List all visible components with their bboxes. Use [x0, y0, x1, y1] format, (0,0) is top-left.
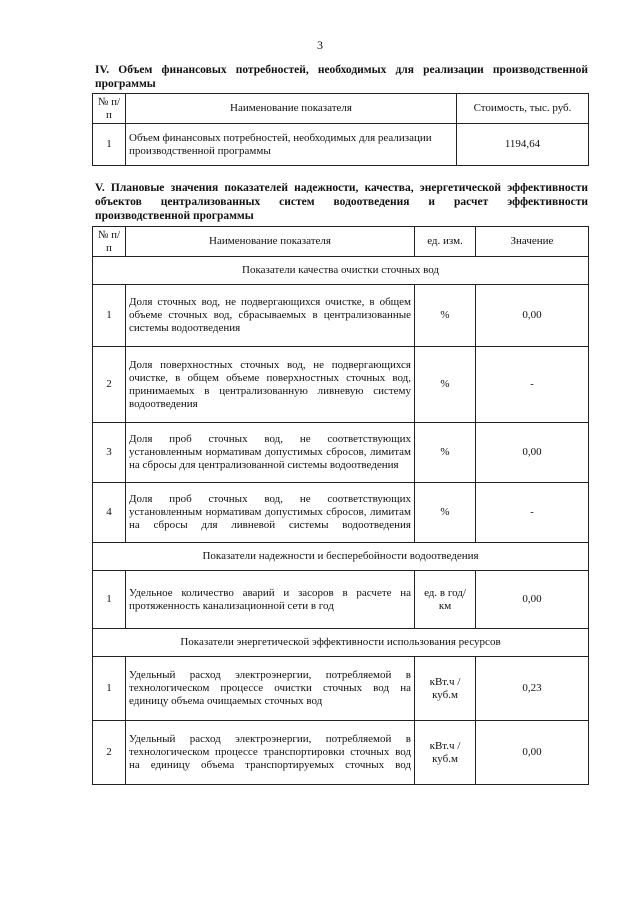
row-unit: %: [415, 423, 476, 483]
row-num: 1: [93, 657, 126, 721]
row-unit: ед. в год/ км: [415, 571, 476, 629]
row-value: 0,00: [476, 423, 589, 483]
group-header-row: [93, 257, 589, 285]
row-value: 0,23: [476, 657, 589, 721]
row-name: Объем финансовых потребностей, необходимых для реализации производственной программы: [126, 124, 457, 166]
row-name: Доля проб сточных вод, не соответствующих установленным нормативам допустимых сбросов, лимитам на сбросы для ливневой системы водоотведения: [126, 483, 415, 543]
row-name: Удельное количество аварий и засоров в расчете на протяженность канализационной сети в год: [126, 571, 415, 629]
table-row: [93, 721, 589, 785]
column-header-num: № п/п: [93, 227, 126, 257]
row-unit: кВт.ч / куб.м: [415, 657, 476, 721]
row-value: 0,00: [476, 571, 589, 629]
row-name: Удельный расход электроэнергии, потребляемой в технологическом процессе транспортировки сточных вод на единицу объема транспортируемых сточных вод: [126, 721, 415, 785]
table-row: [93, 347, 589, 423]
table-row: [93, 423, 589, 483]
table-row: [93, 657, 589, 721]
table-header-row: [93, 94, 589, 124]
column-header-unit: ед. изм.: [415, 227, 476, 257]
page-number: 3: [317, 38, 323, 52]
group-header-row: [93, 629, 589, 657]
row-name: Удельный расход электроэнергии, потребляемой в технологическом процессе очистки сточных вод на единицу объема очищаемых сточных вод: [126, 657, 415, 721]
group-header-row: [93, 543, 589, 571]
row-num: 1: [93, 571, 126, 629]
column-header-value: Значение: [476, 227, 589, 257]
table-row: [93, 285, 589, 347]
row-num: 2: [93, 721, 126, 785]
row-num: 1: [93, 124, 126, 166]
row-num: 1: [93, 285, 126, 347]
row-num: 4: [93, 483, 126, 543]
row-unit: %: [415, 347, 476, 423]
row-unit: кВт.ч / куб.м: [415, 721, 476, 785]
row-unit: %: [415, 285, 476, 347]
financial-needs-table: [92, 93, 589, 166]
row-value: 0,00: [476, 285, 589, 347]
row-value: 0,00: [476, 721, 589, 785]
row-value: -: [476, 347, 589, 423]
table-row: [93, 571, 589, 629]
row-name: Доля сточных вод, не подвергающихся очистке, в общем объеме сточных вод, сбрасываемых в централизованные системы водоотведения: [126, 285, 415, 347]
column-header-cost: Стоимость, тыс. руб.: [457, 94, 589, 124]
group-title-reliability: Показатели надежности и бесперебойности водоотведения: [93, 543, 589, 571]
table-header-row: [93, 227, 589, 257]
column-header-name: Наименование показателя: [126, 94, 457, 124]
row-unit: %: [415, 483, 476, 543]
row-name: Доля поверхностных сточных вод, не подвергающихся очистке, в общем объеме поверхностных сточных вод, принимаемых в централизованную ливневую систему водоотведения: [126, 347, 415, 423]
row-num: 2: [93, 347, 126, 423]
section-5-heading: V. Плановые значения показателей надежности, качества, энергетической эффективности объектов централизованных систем водоотведения и расчет эффективности производственной программы: [95, 182, 588, 222]
column-header-name: Наименование показателя: [126, 227, 415, 257]
row-value: 1194,64: [457, 124, 589, 166]
row-name: Доля проб сточных вод, не соответствующих установленным нормативам допустимых сбросов, лимитам на сбросы для централизованной системы водоотведения: [126, 423, 415, 483]
group-title-energy: Показатели энергетической эффективности использования ресурсов: [93, 629, 589, 657]
section-4-heading: IV. Объем финансовых потребностей, необходимых для реализации производственной программы: [95, 64, 588, 90]
table-row: [93, 483, 589, 543]
indicators-table: [92, 226, 589, 785]
column-header-num: № п/п: [93, 94, 126, 124]
row-value: -: [476, 483, 589, 543]
group-title-quality: Показатели качества очистки сточных вод: [93, 257, 589, 285]
row-num: 3: [93, 423, 126, 483]
table-row: [93, 124, 589, 166]
